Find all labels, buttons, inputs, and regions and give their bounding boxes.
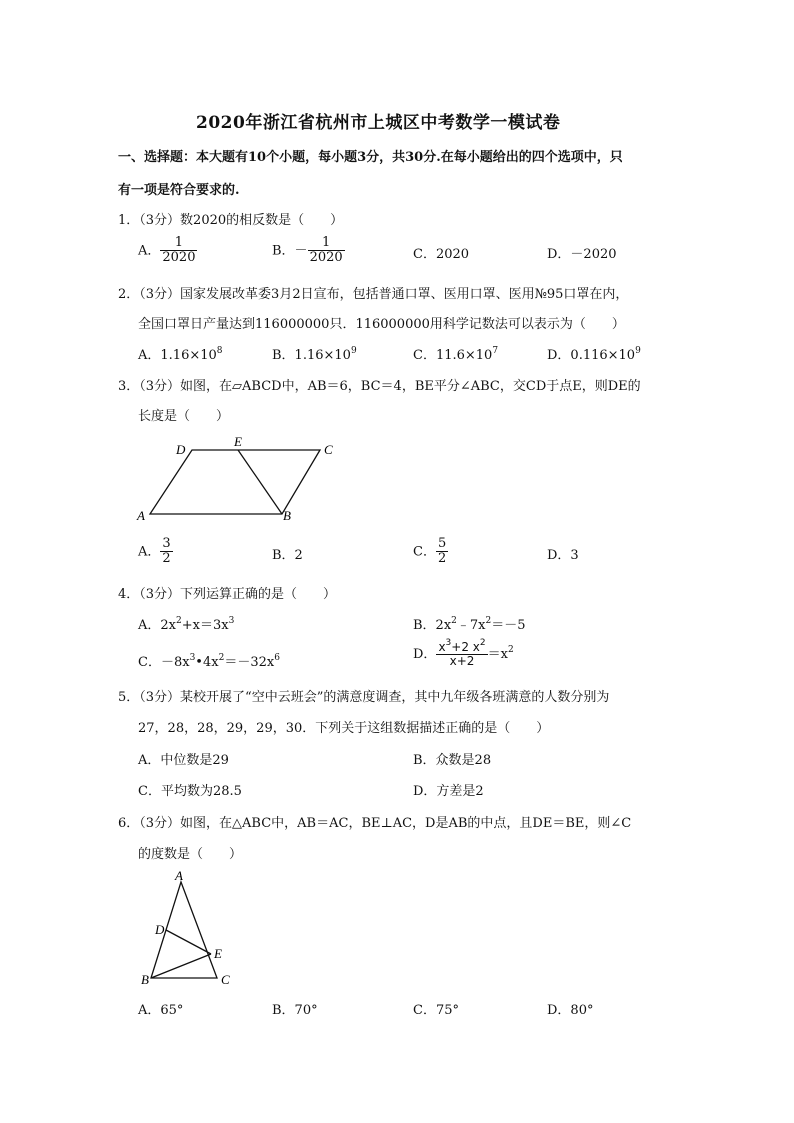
label-d: D	[176, 442, 186, 457]
q5-stem-line1: 5．（3分）某校开展了“空中云班会”的满意度调查，其中九年级各班满意的人数分别为	[118, 690, 610, 705]
q1-option-b	[272, 236, 345, 266]
q2-a-text: A．1.16×10	[138, 348, 217, 363]
q4-d-fraction	[436, 638, 487, 669]
label-a: A	[137, 508, 145, 523]
q4-stem: 4．（3分）下列运算正确的是（ ）	[118, 587, 337, 602]
q4-a-exp1: 2	[176, 616, 182, 626]
q4-c-exp2: 2	[218, 653, 225, 663]
q4-d-denominator: x+2	[449, 654, 475, 669]
q3-option-d: D．3	[547, 548, 579, 563]
q6-option-c: C．75°	[413, 1003, 459, 1018]
q2-option-a	[138, 344, 223, 363]
q3-stem-line1: 3．（3分）如图，在▱ABCD中，AB＝6，BC＝4，BE平分∠ABC，交CD于点E，则DE的	[118, 379, 641, 394]
q1-option-a	[138, 236, 197, 266]
q2-c-exponent: 7	[492, 346, 499, 356]
q3-option-b: B．2	[272, 548, 303, 563]
q5-option-a: A．中位数是29	[138, 753, 229, 768]
page-title: 2020年浙江省杭州市上城区中考数学一模试卷	[196, 113, 561, 133]
q4-d-num-exp1: 3	[445, 638, 452, 648]
q2-d-exponent: 9	[635, 346, 641, 356]
q3-option-c	[413, 537, 448, 567]
q3-a-fraction	[160, 537, 172, 567]
q6-stem-line2: 的度数是（ ）	[138, 847, 243, 862]
segment-be	[238, 450, 282, 514]
q4-option-b	[413, 614, 526, 633]
label-c: C	[324, 442, 333, 457]
q3-c-denominator: 2	[437, 551, 447, 567]
q4-option-a	[138, 614, 234, 633]
q5-stem-line2: 27，28，28，29，29，30．下列关于这组数据描述正确的是（ ）	[138, 721, 550, 736]
q2-c-text: C．11.6×10	[413, 348, 493, 363]
q6-option-b: B．70°	[272, 1003, 318, 1018]
q1-b-label: B．－	[272, 243, 308, 259]
q4-d-rhs: ＝x	[487, 647, 508, 663]
q3-a-label: A．	[138, 544, 161, 560]
q4-c-part2: •4x	[195, 655, 219, 670]
q4-a-part1: A．2x	[138, 618, 176, 633]
parallelogram-figure	[130, 430, 350, 530]
q1-b-denominator: 2020	[309, 250, 343, 266]
q4-d-label: D．	[413, 647, 437, 663]
q3-a-numerator: 3	[162, 536, 171, 551]
q3-c-numerator: 5	[437, 536, 447, 551]
q5-option-b: B．众数是28	[413, 753, 492, 768]
q4-c-part3: ＝－32x	[224, 655, 275, 670]
q4-b-part1: B．2x	[413, 618, 452, 633]
q3-c-label: C．	[413, 544, 436, 560]
triangle-figure	[135, 866, 245, 994]
q4-d-numerator	[436, 638, 487, 655]
q2-option-c	[413, 344, 498, 363]
q3-a-denominator: 2	[162, 551, 171, 567]
q4-b-exp2: 2	[485, 616, 492, 626]
q2-b-exponent: 9	[350, 346, 357, 356]
q1-a-label: A．	[138, 243, 161, 259]
q4-b-exp1: 2	[451, 616, 457, 626]
q2-stem-line1: 2．（3分）国家发展改革委3月2日宣布，包括普通口罩、医用口罩、医用№95口罩在内，	[118, 287, 629, 302]
label-d: D	[155, 922, 165, 937]
q6-option-d: D．80°	[547, 1003, 594, 1018]
label-e: E	[234, 434, 242, 449]
q1-a-fraction	[160, 236, 197, 266]
q4-a-exp2: 3	[228, 616, 235, 626]
q2-b-text: B．1.16×10	[272, 348, 351, 363]
q2-d-text: D．0.116×10	[547, 348, 636, 363]
q1-a-denominator: 2020	[162, 250, 196, 266]
section-heading-line2: 有一项是符合要求的.	[118, 183, 240, 198]
q6-option-a: A．65°	[138, 1003, 184, 1018]
q4-b-part3: ＝－5	[491, 618, 526, 633]
q4-a-part2: +x＝3x	[181, 618, 229, 633]
q4-b-part2: ﹣7x	[456, 618, 486, 633]
segment-de	[166, 930, 211, 954]
q2-option-b	[272, 344, 357, 363]
label-e: E	[214, 946, 222, 961]
label-c: C	[221, 972, 230, 987]
q2-option-d	[547, 344, 641, 363]
q1-a-numerator: 1	[160, 236, 197, 251]
q6-stem-line1: 6．（3分）如图，在△ABC中，AB＝AC，BE⊥AC，D是AB的中点，且DE＝BE，则∠C	[118, 816, 632, 831]
q1-option-d: D．－2020	[547, 247, 617, 262]
label-b: B	[141, 972, 149, 987]
q3-option-a	[138, 537, 173, 567]
segment-be	[151, 954, 211, 978]
q4-d-num-x: x	[438, 640, 446, 654]
q5-option-d: D．方差是2	[413, 784, 484, 799]
q5-option-c: C．平均数为28.5	[138, 784, 242, 799]
q4-option-c	[138, 651, 280, 670]
q4-c-exp1: 3	[189, 653, 196, 663]
q3-stem-line2: 长度是（ ）	[138, 409, 230, 424]
parallelogram-abcd	[150, 450, 320, 514]
label-a: A	[175, 868, 183, 883]
q1-b-fraction	[308, 236, 345, 266]
q1-stem: 1．（3分）数2020的相反数是（ ）	[118, 213, 344, 228]
q2-a-exponent: 8	[216, 346, 223, 356]
q4-d-num-rest: +2 x	[451, 640, 480, 654]
q2-stem-line2: 全国口罩日产量达到116000000只．116000000用科学记数法可以表示为（ ）	[138, 317, 625, 332]
section-heading-line1: 一、选择题：本大题有10个小题，每小题3分，共30分.在每小题给出的四个选项中，只	[118, 150, 623, 165]
label-b: B	[283, 508, 291, 523]
q4-c-exp3: 6	[274, 653, 280, 663]
q1-b-numerator: 1	[308, 236, 345, 251]
q1-option-c: C．2020	[413, 247, 470, 262]
q4-c-part1: C．－8x	[138, 655, 190, 670]
q3-c-fraction	[436, 537, 448, 567]
q4-d-rhs-exp: 2	[507, 645, 514, 656]
q4-d-num-exp2: 2	[479, 638, 486, 648]
q4-option-d	[413, 638, 514, 669]
